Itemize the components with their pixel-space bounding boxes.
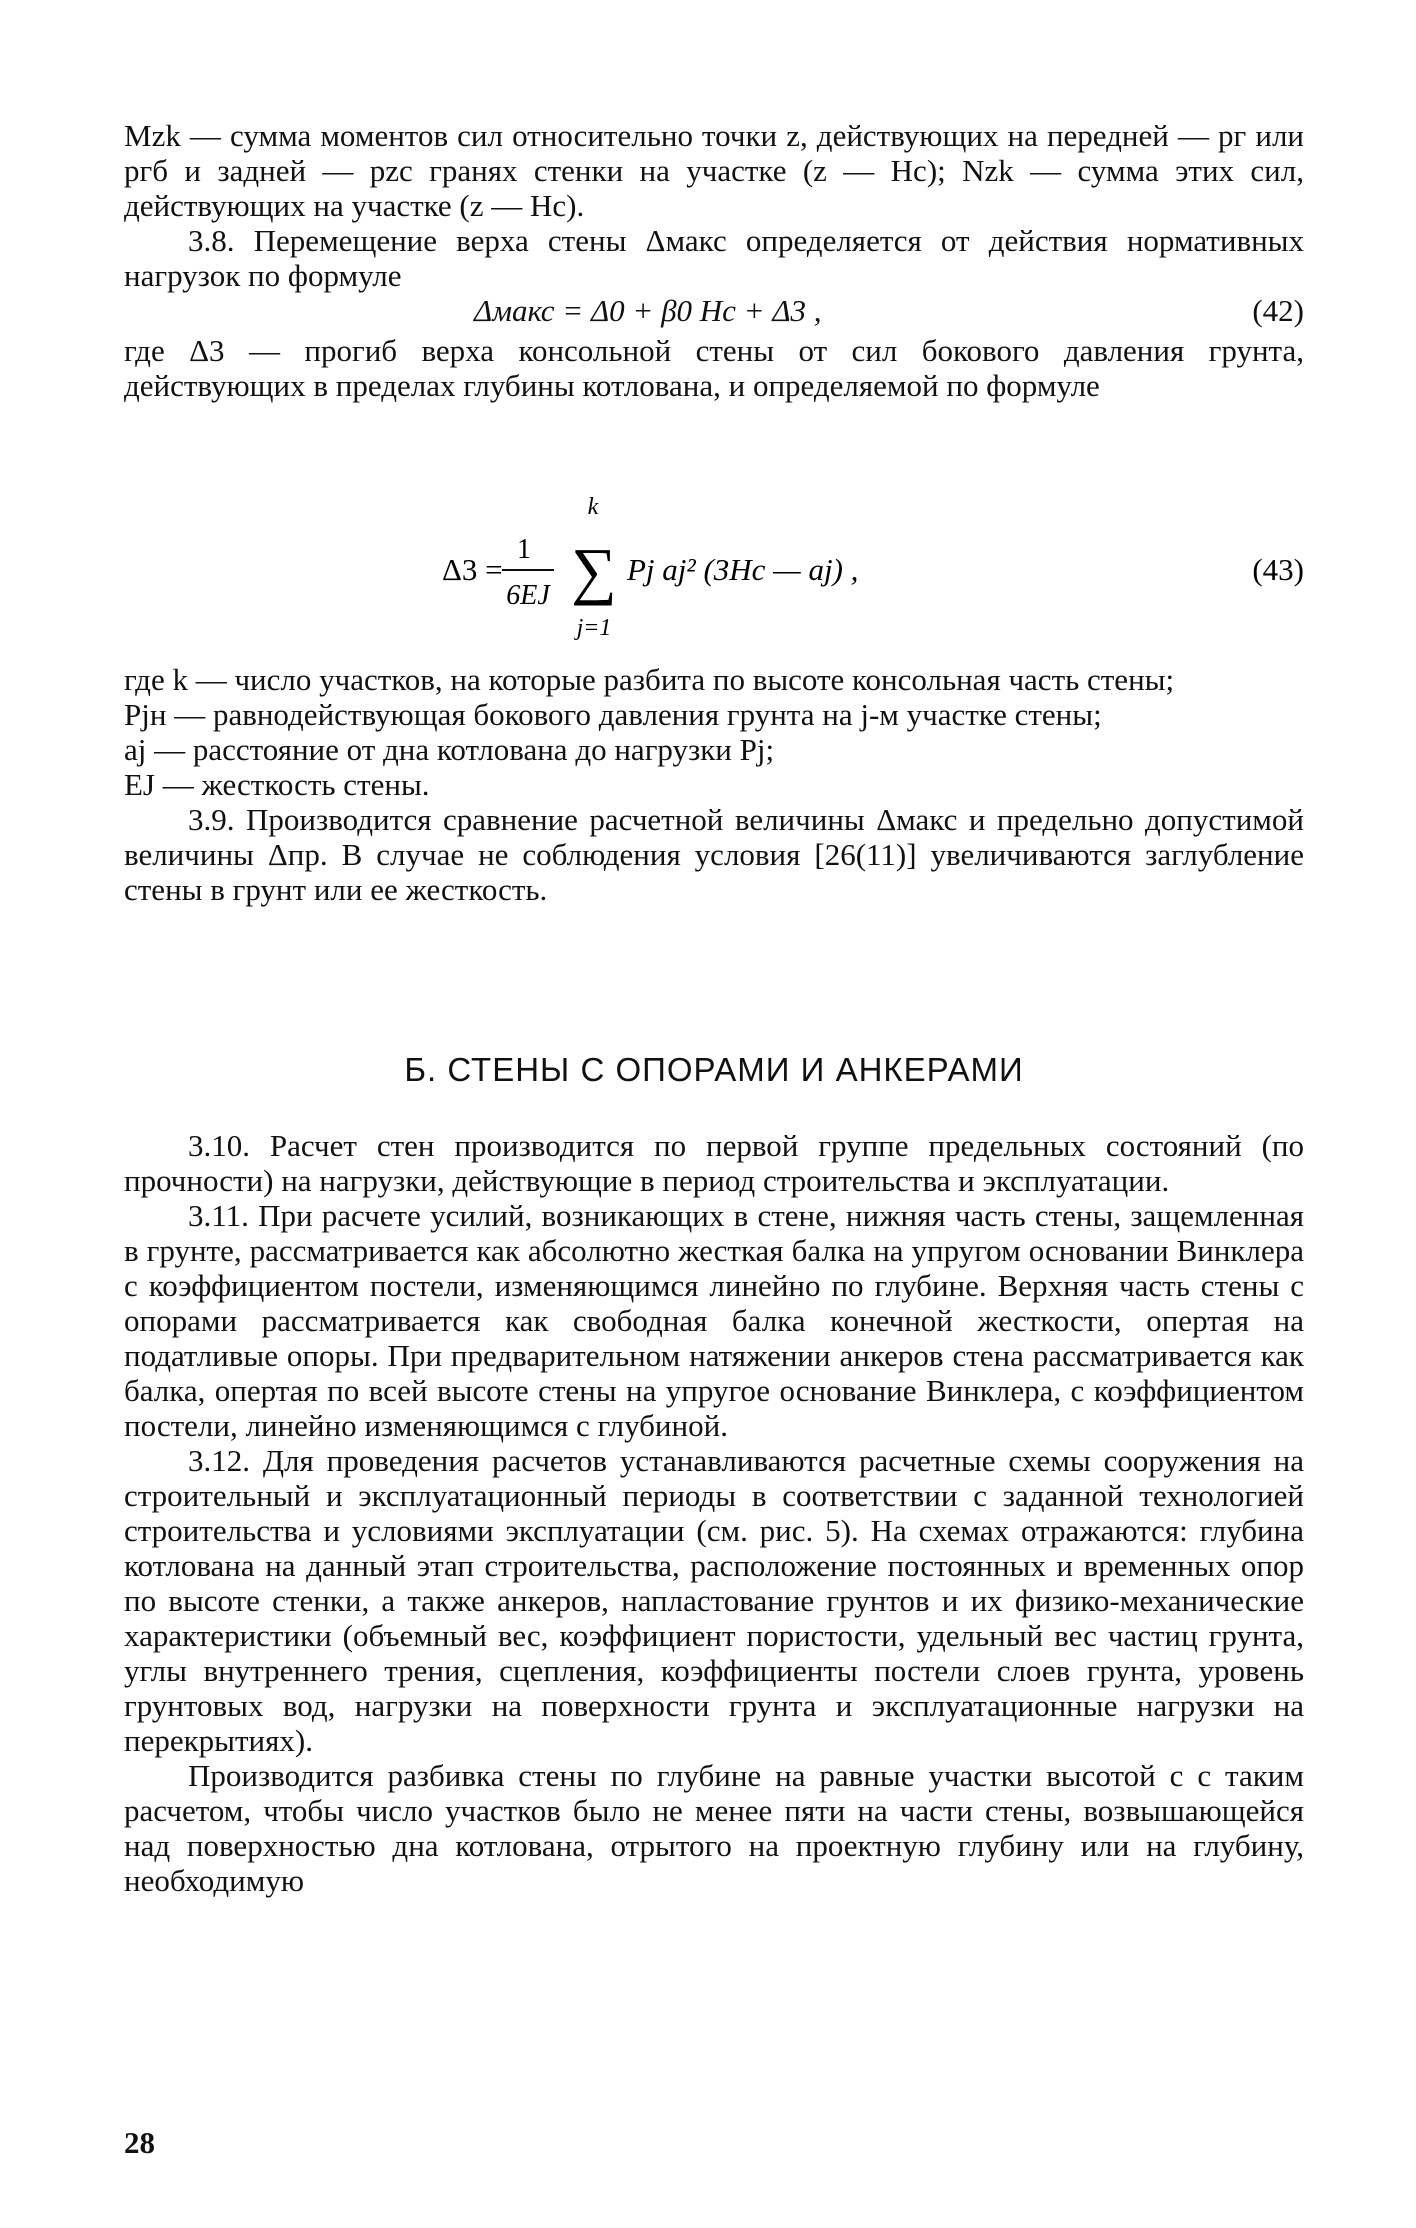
paragraph-3-11: 3.11. При расчете усилий, возникающих в стене, нижняя часть стены, защемленная в грунте, рассматривается как абсолютно жесткая балка на упругом основании Винклера с коэффициентом постели, изменяющимся линейно по глубине. Верхняя часть стены с опорами рассматривается как свободная балка конечной жесткости, опертая на податливые опоры. При предварительном натяжении анкеров стена рассматривается как балка, опертая по всей высоте стены на упругое основание Винклера, с коэффициентом постели, линейно изменяющимся с глубиной. <box>124 1198 1304 1443</box>
equation-43-body: Pj aj² (3Hc — aj) , <box>627 552 859 587</box>
text-block-definitions <box>124 662 1304 907</box>
paragraph-3-10: 3.10. Расчет стен производится по первой группе предельных состояний (по прочности) на нагрузки, действующие в период строительства и эксплуатации. <box>124 1128 1304 1198</box>
sum-lower-limit: j=1 <box>576 615 612 641</box>
equation-43-denominator: 6EJ <box>506 580 550 611</box>
definition-ej: EJ — жесткость стены. <box>124 767 430 802</box>
page-number: 28 <box>124 2125 155 2160</box>
paragraph-3-8: 3.8. Перемещение верха стены Δмакс определяется от действия нормативных нагрузок по формуле <box>124 223 1304 293</box>
equation-42 <box>124 293 1304 333</box>
paragraph-partitioning: Производится разбивка стены по глубине на равные участки высотой с с таким расчетом, чтобы число участков было не менее пяти на части стены, возвышающейся над поверхностью дна котлована, отрытого на проектную глубину или на глубину, необходимую <box>124 1758 1304 1898</box>
definition-aj: aj — расстояние от дна котлована до нагрузки Pj; <box>124 732 775 767</box>
definition-k: где k — число участков, на которые разбита по высоте консольная часть стены; <box>124 662 1175 697</box>
definition-pj: Pjн — равнодействующая бокового давления грунта на j-м участке стены; <box>124 697 1102 732</box>
paragraph-3-9: 3.9. Производится сравнение расчетной величины Δмакс и предельно допустимой величины Δпр. В случае не соблюдения условия [26(11)] увеличиваются заглубление стены в грунт или ее жесткость. <box>124 802 1304 907</box>
equation-43-lhs: Δ3 = <box>442 552 503 587</box>
section-heading: Б. СТЕНЫ С ОПОРАМИ И АНКЕРАМИ <box>404 1051 1024 1088</box>
paragraph-3-12: 3.12. Для проведения расчетов устанавливаются расчетные схемы сооружения на строительный и эксплуатационный периоды в соответствии с заданной технологией строительства и условиями эксплуатации (см. рис. 5). На схемах отражаются: глубина котлована на данный этап строительства, расположение постоянных и временных опор по высоте стенки, а также анкеров, напластование грунтов и их физико-механические характеристики (объемный вес, коэффициент пористости, удельный вес частиц грунта, углы внутреннего трения, сцепления, коэффициенты постели слоев грунта, уровень грунтовых вод, нагрузки на поверхности грунта и эксплуатационные нагрузки на перекрытиях). <box>124 1443 1304 1758</box>
equation-42-number: (42) <box>1252 293 1304 328</box>
paragraph-delta3-definition: где Δ3 — прогиб верха консольной стены от сил бокового давления грунта, действующих в пределах глубины котлована, и определяемой по формуле <box>124 333 1304 403</box>
equation-43 <box>124 490 1304 645</box>
text-block-bottom <box>124 1128 1304 1898</box>
sum-symbol: ∑ <box>571 535 617 606</box>
equation-43-numerator: 1 <box>517 534 531 565</box>
paragraph-mzk-definition: Mzk — сумма моментов сил относительно точки z, действующих на передней — pг или pгб и задней — pzc гранях стенки на участке (z — Hc); Nzk — сумма этих сил, действующих на участке (z — Hc). <box>124 118 1304 223</box>
equation-43-graphic <box>124 490 1304 645</box>
equation-42-body: Δмакс = Δ0 + β0 Hc + Δ3 , <box>474 293 822 328</box>
equation-43-number: (43) <box>1252 552 1304 587</box>
sum-upper-limit: k <box>587 494 599 520</box>
text-block-top <box>124 118 1304 403</box>
